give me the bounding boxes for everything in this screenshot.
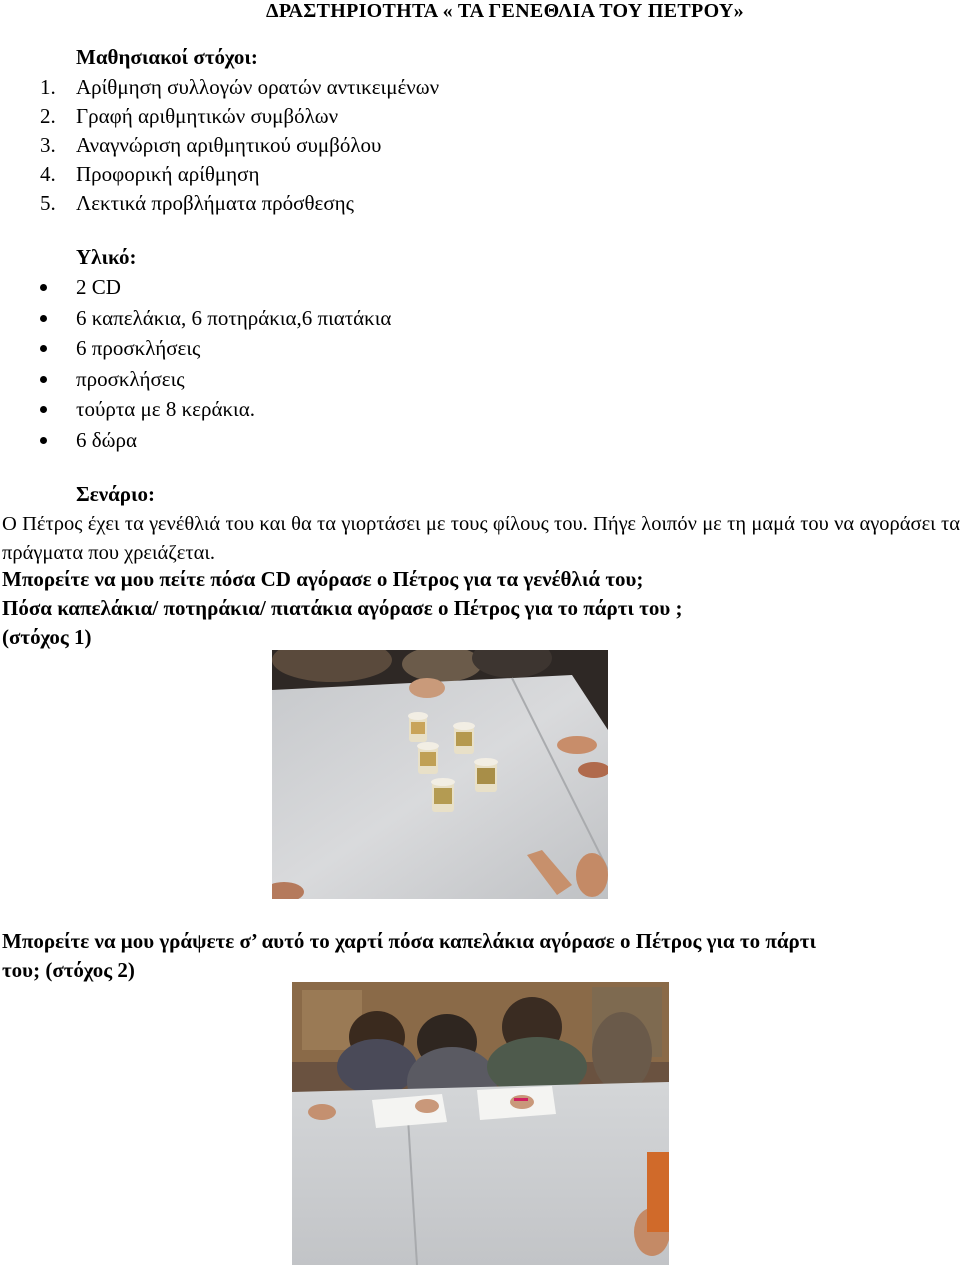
materials-heading: Υλικό: — [76, 245, 137, 269]
goal-reference-1: (στόχος 1) — [2, 625, 92, 649]
goals-heading: Μαθησιακοί στόχοι: — [76, 45, 258, 69]
question-write: Μπορείτε να μου γράψετε σ’ αυτό το χαρτί πόσα καπελάκια αγόρασε ο Πέτρος για το πάρτι — [2, 929, 816, 953]
scenario-heading: Σενάριο: — [76, 482, 156, 506]
bullet-icon — [40, 345, 47, 352]
cups-on-table-photo — [272, 650, 608, 899]
bullet-icon — [40, 406, 47, 413]
bullet-icon — [40, 437, 47, 444]
question-cd: Μπορείτε να μου πείτε πόσα CD αγόρασε ο Πέτρος για τα γενέθλιά του; — [2, 567, 644, 591]
scenario-paragraph: Ο Πέτρος έχει τα γενέθλιά του και θα τα γιορτάσει με τους φίλους του. Πήγε λοιπόν με τη μαμά του να αγοράσει τα πράγματα που χρειάζεται. — [2, 513, 960, 564]
children-writing-photo — [292, 982, 669, 1265]
bullet-icon — [40, 376, 47, 383]
question-items: Πόσα καπελάκια/ ποτηράκια/ πιατάκια αγόρασε ο Πέτρος για το πάρτι του ; — [2, 596, 683, 620]
page-title: ΔΡΑΣΤΗΡΙΟΤΗΤΑ « ΤΑ ΓΕΝΕΘΛΙΑ ΤΟΥ ΠΕΤΡΟΥ» — [266, 0, 744, 22]
bullet-icon — [40, 284, 47, 291]
goal-reference-2: του; (στόχος 2) — [2, 958, 135, 982]
bullet-icon — [40, 315, 47, 322]
